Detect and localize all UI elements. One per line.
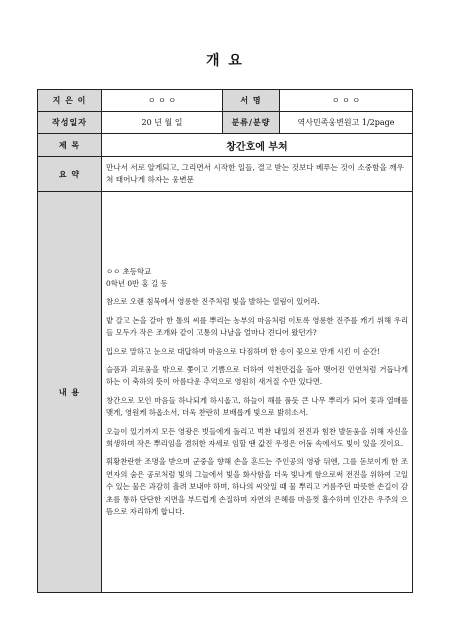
author-label: 지 은 이: [38, 90, 102, 112]
category-label: 분류/분량: [223, 112, 280, 134]
paragraph: 휘황찬란한 조명을 받으며 군중을 향해 손을 흔드는 주인공의 영광 뒤엔, 그를 돋보이게 한 조연자의 숨은 공로처럼 빛의 그늘에서 빛을 화사함을 더욱 빛나게 함으로써 전진을 위하여 고일 수 있는 물은 과감히 흘려 보내야 하며, 하나의 씨앗일 때 물 뿌리고 거름주던 따뜻한 손길이 감초를 통하 단단한 지면을 부드럽게 손질하며 자연의 은혜를 마음껏 흡수하며 인간은 우주의 으뜸으로 자리하게 합니다.: [106, 457, 408, 517]
paragraph: 슬픔과 괴로움을 밖으로 쫓이고 기쁨으로 더하여 억천만겁을 돌아 맺어진 인연처럼 거듭나게 하는 이 축하의 뜻이 아름다운 추억으로 영원히 새겨질 수만 있다면.: [106, 364, 408, 387]
student-line: 0학년 0반 홍 길 동: [106, 278, 168, 288]
summary-label: 요 약: [38, 157, 102, 192]
name-value: ㅇ ㅇ ㅇ: [280, 90, 413, 112]
paragraph: 참으로 오랜 침묵에서 영롱한 진주처럼 빛을 발하는 열림이 있어라.: [106, 297, 320, 307]
page-title: 개 요: [206, 53, 244, 69]
name-label: 서 명: [223, 90, 280, 112]
subject-row: [38, 134, 413, 157]
paragraph: 밭 갈고 논을 갈아 한 톨의 씨를 뿌리는 농부의 마음처럼 이토록 영롱한 진주를 캐기 위해 우리들 모두가 작은 조개와 같이 고통의 나날을 얼마나 견디어 왔던가?: [106, 315, 408, 338]
date-value: 20 년 월 일: [102, 112, 223, 134]
date-label: 작성일자: [38, 112, 102, 134]
summary-row: [38, 157, 413, 192]
content-label: 내 용: [38, 192, 102, 593]
summary-form-table: [37, 89, 413, 593]
paragraph: 입으로 말하고 눈으로 대답하며 마음으로 다짐하며 한 송이 꽃으로 만개 시킨 이 순간!: [106, 346, 380, 356]
school-line: ㅇㅇ 초등학교: [106, 266, 152, 276]
content-row: [38, 192, 413, 593]
content-body: [102, 192, 413, 593]
author-row: [38, 90, 413, 112]
summary-value: 만나서 서로 알게되고, 그리면서 시작한 일들, 결고 받는 것보다 베푸는 것이 소중함을 깨우쳐 태어나게 하자는 웅변문: [102, 157, 413, 192]
author-value: ㅇ ㅇ ㅇ: [102, 90, 223, 112]
paragraph: 오늘이 있기까지 모든 영광은 벗들에게 돌리고 벅찬 내일의 전진과 힘찬 발돋움을 위해 자신을 희생하며 작은 뿌리임을 겸허한 자세로 임할 땐 값진 우정은 어둠 속에서도 빛이 있을 것이요.: [106, 426, 408, 449]
subject-label: 제 목: [38, 134, 102, 157]
paragraph: 창간으로 모인 마음들 하나되게 하시옵고, 하늘이 해를 품듯 큰 나무 뿌리가 되어 꽃과 열매를 맺게, 영원케 하옵소서, 더욱 찬란히 보배롭게 빛으로 밝히소서.: [106, 395, 408, 418]
date-row: [38, 112, 413, 134]
category-value: 역사민족웅변원고 1/2page: [280, 112, 413, 134]
subject-value: 창간호에 부쳐: [102, 134, 413, 157]
